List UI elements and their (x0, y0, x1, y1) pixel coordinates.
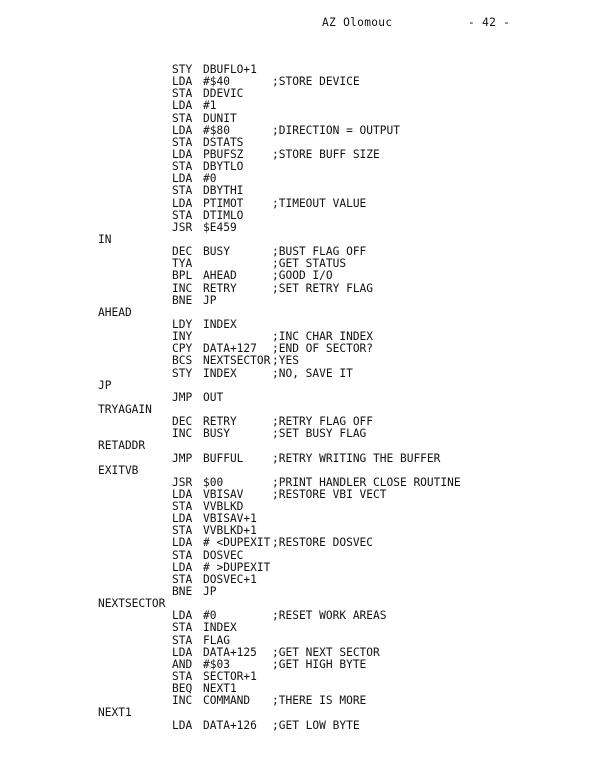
line-operand: INDEX (203, 317, 237, 331)
line-label: AHEAD (98, 305, 132, 319)
line-operand: DATA+125 (203, 645, 257, 659)
line-comment: ;SET RETRY FLAG (272, 281, 374, 295)
code-line (0, 222, 600, 234)
code-line (0, 489, 600, 501)
code-line (0, 100, 600, 112)
line-comment: ;DIRECTION = OUTPUT (272, 123, 400, 137)
line-operand: BUSY (203, 245, 230, 259)
line-comment: ;YES (272, 354, 299, 368)
line-operand: OUT (203, 390, 224, 404)
code-line (0, 283, 600, 295)
document-title: AZ Olomouc (322, 16, 393, 29)
line-label: NEXT1 (98, 706, 132, 720)
line-opcode: LDA (172, 512, 193, 526)
code-line (0, 149, 600, 161)
line-operand: NEXTSECTOR (203, 354, 271, 368)
line-opcode: AND (172, 657, 193, 671)
line-comment: ;RESTORE VBI VECT (272, 487, 387, 501)
line-operand: DOSVEC+1 (203, 572, 257, 586)
code-line (0, 501, 600, 513)
line-operand: COMMAND (203, 694, 251, 708)
line-opcode: STA (172, 621, 193, 635)
line-comment: ;RESET WORK AREAS (272, 609, 387, 623)
line-operand: DATA+127 (203, 342, 257, 356)
line-opcode: TYA (172, 257, 193, 271)
line-operand: INDEX (203, 621, 237, 635)
line-operand: #0 (203, 172, 217, 186)
code-line (0, 125, 600, 137)
code-line (0, 113, 600, 125)
line-comment: ;GET NEXT SECTOR (272, 645, 380, 659)
line-label: TRYAGAIN (98, 402, 152, 416)
line-comment: ;GOOD I/O (272, 269, 333, 283)
line-opcode: STA (172, 500, 193, 514)
line-operand: VVBLKD (203, 500, 244, 514)
code-line (0, 343, 600, 355)
code-line (0, 586, 600, 598)
code-line (0, 562, 600, 574)
line-opcode: BNE (172, 293, 193, 307)
line-comment: ;SET BUSY FLAG (272, 427, 367, 441)
line-operand: JP (203, 585, 217, 599)
line-opcode: CPY (172, 342, 193, 356)
code-line (0, 88, 600, 100)
line-opcode: BNE (172, 585, 193, 599)
line-opcode: INY (172, 330, 193, 344)
code-line (0, 610, 600, 622)
line-operand: #$40 (203, 75, 230, 89)
line-operand: DBUFLO+1 (203, 63, 257, 76)
line-opcode: BEQ (172, 682, 193, 696)
line-operand: RETRY (203, 281, 237, 295)
line-opcode: STA (172, 633, 193, 647)
line-opcode: JSR (172, 475, 193, 489)
line-operand: DUNIT (203, 111, 237, 125)
page-header (0, 16, 600, 32)
code-line (0, 210, 600, 222)
line-comment: ;TIMEOUT VALUE (272, 196, 367, 210)
line-operand: #$03 (203, 657, 230, 671)
code-line (0, 659, 600, 671)
line-operand: #$80 (203, 123, 230, 137)
line-operand: $00 (203, 475, 224, 489)
line-comment: ;GET STATUS (272, 257, 347, 271)
line-opcode: INC (172, 694, 193, 708)
line-comment: ;END OF SECTOR? (272, 342, 374, 356)
line-operand: $E459 (203, 220, 237, 234)
line-comment: ;PRINT HANDLER CLOSE ROUTINE (272, 475, 461, 489)
line-opcode: JMP (172, 451, 193, 465)
line-operand: PTIMOT (203, 196, 244, 210)
code-line (0, 161, 600, 173)
line-operand: FLAG (203, 633, 230, 647)
line-operand: # <DUPEXIT (203, 536, 271, 550)
line-opcode: STA (172, 160, 193, 174)
line-operand: INDEX (203, 366, 237, 380)
line-operand: VBISAV (203, 487, 244, 501)
code-line (0, 428, 600, 440)
line-operand: BUFFUL (203, 451, 244, 465)
line-opcode: STA (172, 572, 193, 586)
line-operand: DSTATS (203, 135, 244, 149)
line-comment: ;GET LOW BYTE (272, 718, 360, 732)
code-line (0, 537, 600, 549)
code-line (0, 513, 600, 525)
label-line (0, 380, 600, 392)
line-opcode: LDA (172, 609, 193, 623)
line-operand: NEXT1 (203, 682, 237, 696)
code-line (0, 635, 600, 647)
line-opcode: STA (172, 135, 193, 149)
line-opcode: STY (172, 366, 193, 380)
line-opcode: LDA (172, 147, 193, 161)
line-operand: DBYTLO (203, 160, 244, 174)
code-line (0, 695, 600, 707)
line-opcode: LDY (172, 317, 193, 331)
line-opcode: JSR (172, 220, 193, 234)
line-opcode: STA (172, 111, 193, 125)
label-line (0, 307, 600, 319)
code-line (0, 368, 600, 380)
line-opcode: LDA (172, 645, 193, 659)
line-label: NEXTSECTOR (98, 597, 166, 611)
line-comment: ;BUST FLAG OFF (272, 245, 367, 259)
line-operand: RETRY (203, 415, 237, 429)
code-line (0, 295, 600, 307)
line-operand: DATA+126 (203, 718, 257, 732)
code-line (0, 173, 600, 185)
code-line (0, 671, 600, 683)
line-opcode: DEC (172, 245, 193, 259)
line-operand: #0 (203, 609, 217, 623)
line-operand: DOSVEC (203, 548, 244, 562)
line-opcode: BCS (172, 354, 193, 368)
line-comment: ;RETRY WRITING THE BUFFER (272, 451, 441, 465)
label-line (0, 707, 600, 719)
label-line (0, 440, 600, 452)
line-comment: ;STORE DEVICE (272, 75, 360, 89)
line-operand: PBUFSZ (203, 147, 244, 161)
line-operand: # >DUPEXIT (203, 560, 271, 574)
code-line (0, 550, 600, 562)
page-number: - 42 - (468, 16, 511, 29)
line-opcode: LDA (172, 560, 193, 574)
line-opcode: BPL (172, 269, 193, 283)
line-operand: VVBLKD+1 (203, 524, 257, 538)
assembly-listing (0, 64, 600, 732)
code-line (0, 355, 600, 367)
line-opcode: LDA (172, 718, 193, 732)
code-line (0, 622, 600, 634)
line-opcode: STA (172, 208, 193, 222)
line-opcode: LDA (172, 123, 193, 137)
line-operand: DBYTHI (203, 184, 244, 198)
line-opcode: LDA (172, 487, 193, 501)
line-opcode: STY (172, 63, 193, 76)
line-comment: ;STORE BUFF SIZE (272, 147, 380, 161)
line-label: EXITVB (98, 463, 139, 477)
line-operand: AHEAD (203, 269, 237, 283)
line-opcode: LDA (172, 536, 193, 550)
line-operand: #1 (203, 99, 217, 113)
code-line (0, 392, 600, 404)
line-comment: ;RETRY FLAG OFF (272, 415, 374, 429)
line-opcode: STA (172, 87, 193, 101)
code-line (0, 270, 600, 282)
line-opcode: STA (172, 184, 193, 198)
line-label: RETADDR (98, 439, 146, 453)
code-line (0, 185, 600, 197)
code-line (0, 198, 600, 210)
line-opcode: JMP (172, 390, 193, 404)
line-operand: DDEVIC (203, 87, 244, 101)
line-opcode: LDA (172, 99, 193, 113)
line-comment: ;THERE IS MORE (272, 694, 367, 708)
line-operand: BUSY (203, 427, 230, 441)
line-opcode: STA (172, 524, 193, 538)
code-line (0, 76, 600, 88)
line-operand: DTIMLO (203, 208, 244, 222)
line-comment: ;INC CHAR INDEX (272, 330, 374, 344)
line-opcode: LDA (172, 75, 193, 89)
code-line (0, 574, 600, 586)
line-operand: VBISAV+1 (203, 512, 257, 526)
code-line (0, 720, 600, 732)
label-line (0, 465, 600, 477)
line-opcode: DEC (172, 415, 193, 429)
line-label: IN (98, 232, 112, 246)
line-opcode: STA (172, 670, 193, 684)
line-comment: ;GET HIGH BYTE (272, 657, 367, 671)
line-opcode: LDA (172, 196, 193, 210)
line-operand: JP (203, 293, 217, 307)
line-label: JP (98, 378, 112, 392)
line-opcode: INC (172, 427, 193, 441)
line-opcode: INC (172, 281, 193, 295)
line-operand: SECTOR+1 (203, 670, 257, 684)
line-comment: ;NO, SAVE IT (272, 366, 353, 380)
line-opcode: LDA (172, 172, 193, 186)
line-comment: ;RESTORE DOSVEC (272, 536, 374, 550)
line-opcode: STA (172, 548, 193, 562)
code-line (0, 453, 600, 465)
